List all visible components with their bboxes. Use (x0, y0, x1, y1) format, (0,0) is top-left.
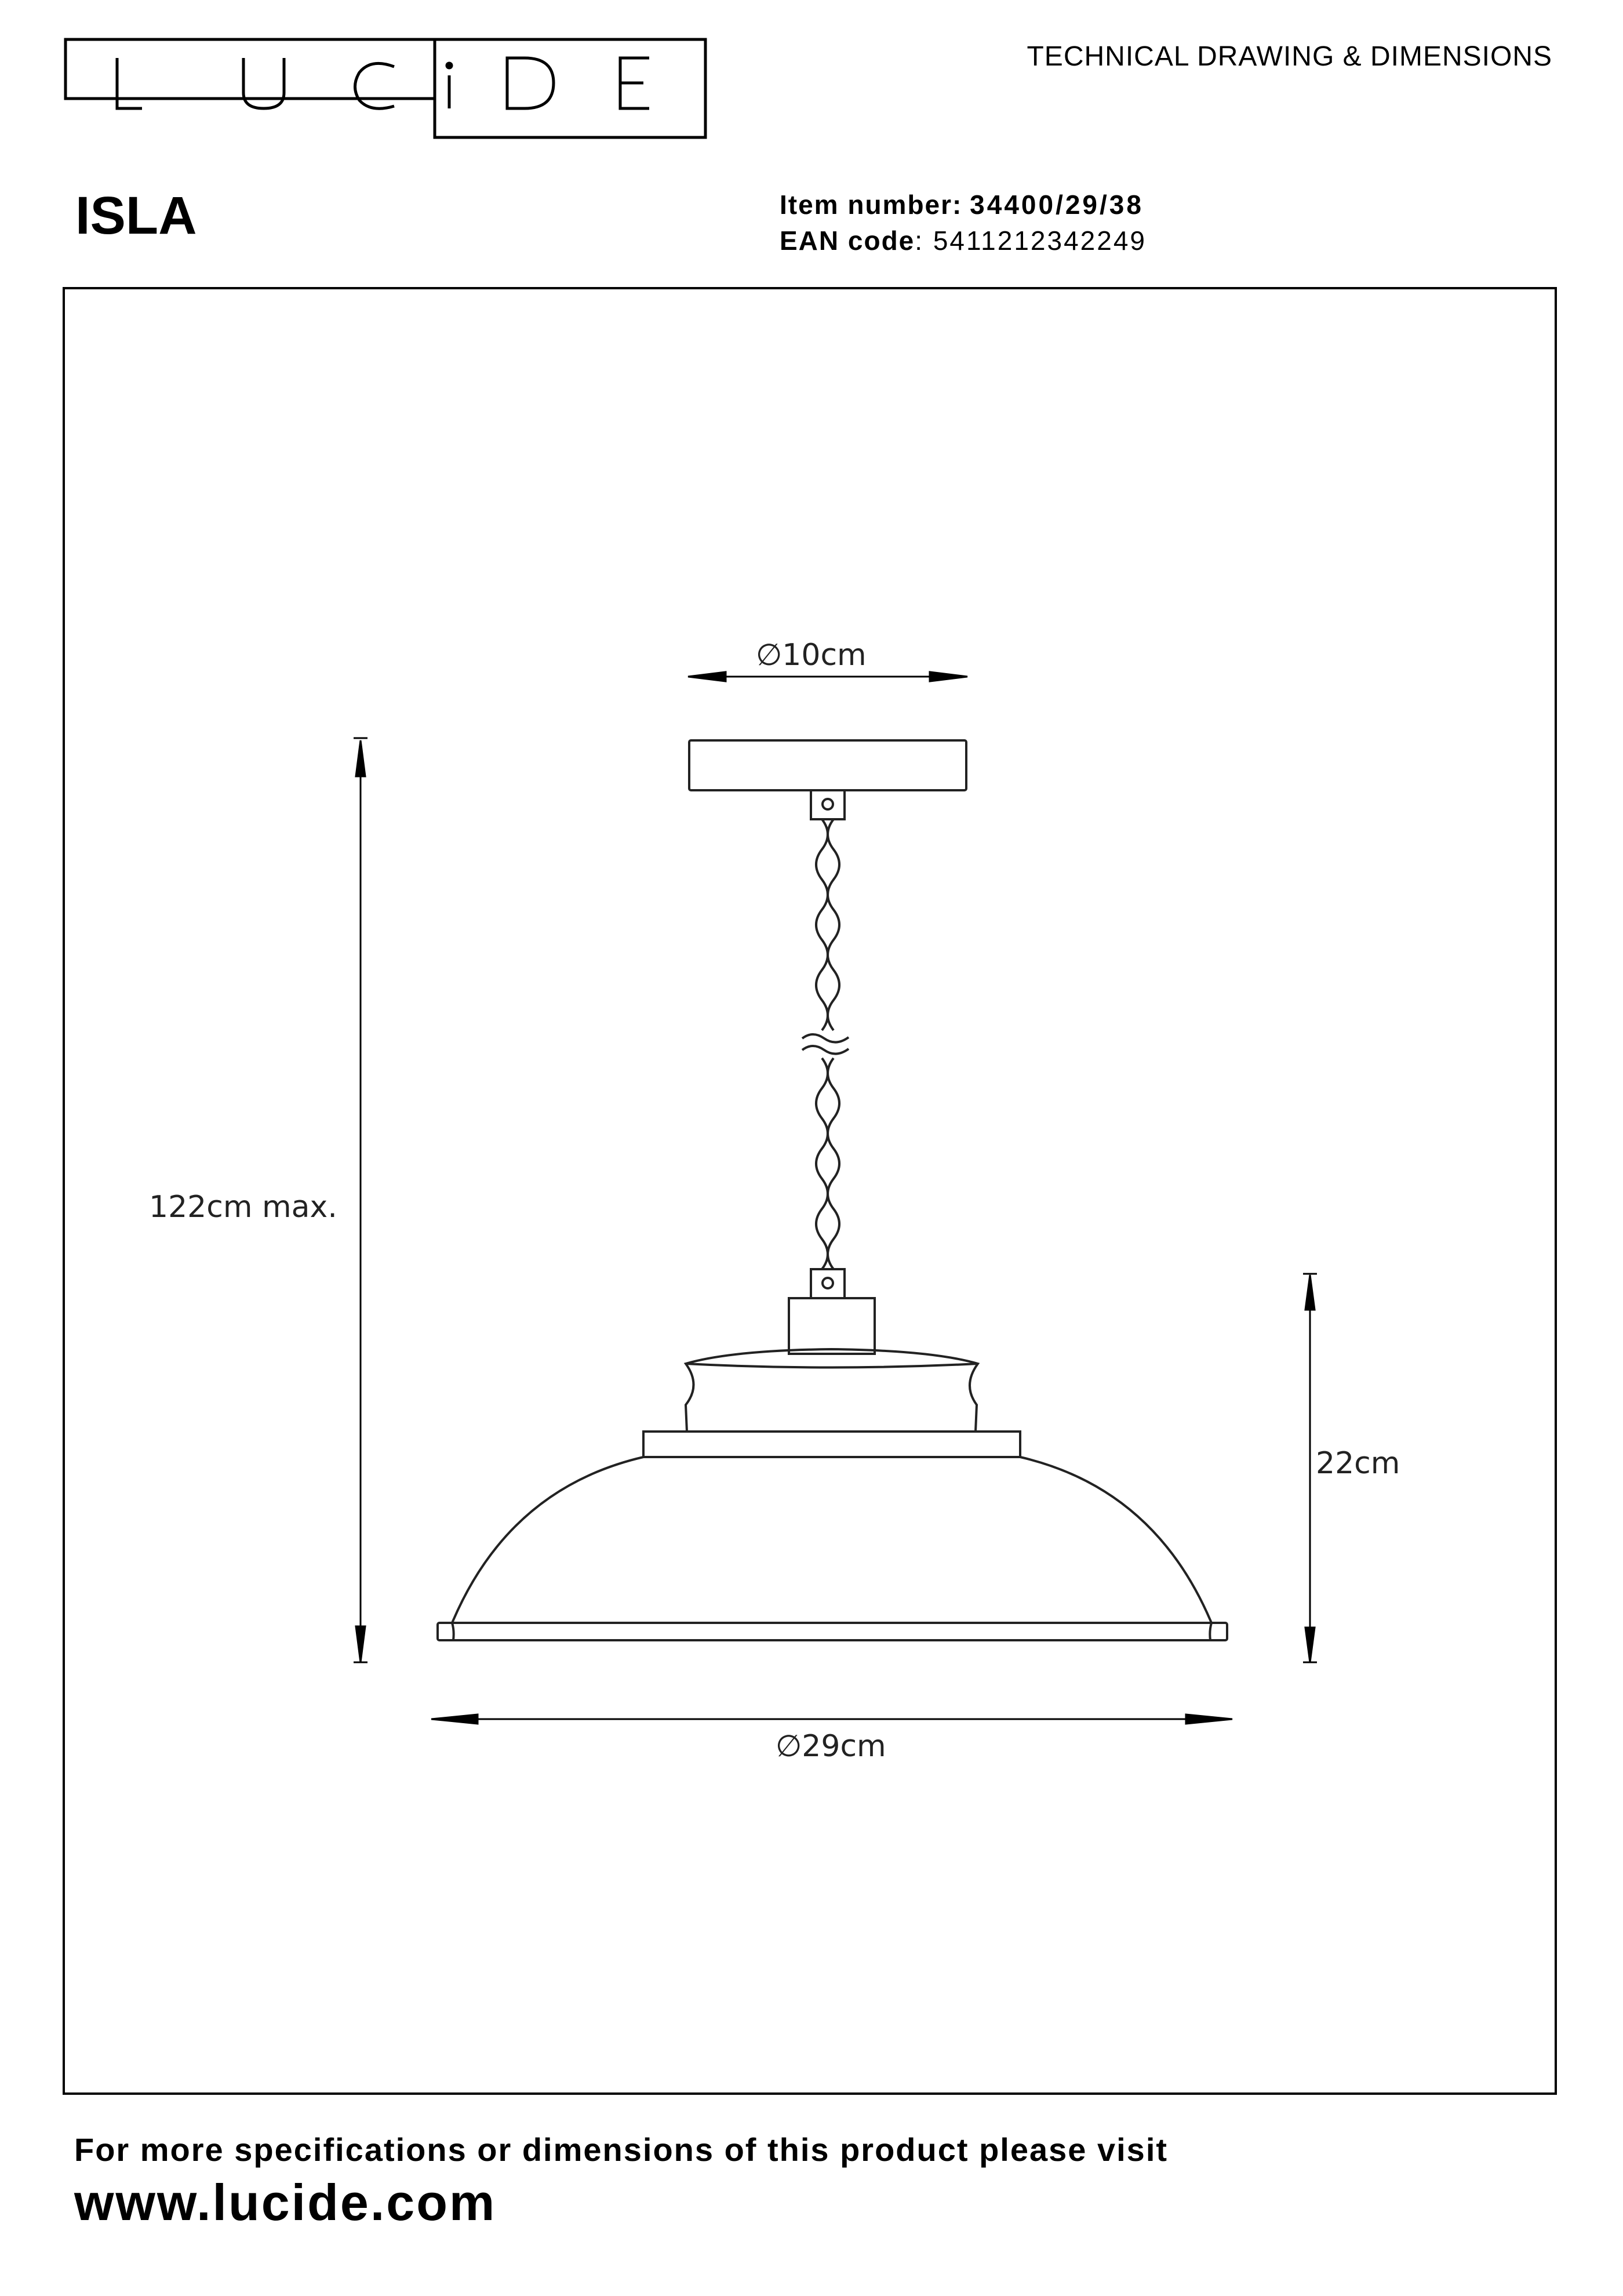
cable-break-mark (802, 1034, 849, 1042)
cable-break-mark-lower (802, 1046, 849, 1054)
arrow-right-icon (1186, 1714, 1232, 1724)
arrow-right-icon (930, 672, 967, 681)
arrow-up-icon (356, 740, 365, 776)
cable-lower (816, 1058, 839, 1269)
clip-screw-top-icon (823, 799, 833, 809)
arrow-left-icon (431, 1714, 478, 1724)
item-number-row (780, 187, 1147, 223)
ean-label: EAN code (780, 226, 915, 256)
document-type-label: TECHNICAL DRAWING & DIMENSIONS (1027, 41, 1552, 72)
shade-collar (686, 1349, 978, 1432)
shade-diameter-label: ∅29cm (776, 1729, 886, 1764)
cable-clip-top (811, 790, 845, 819)
lamp-holder (789, 1298, 875, 1354)
cable-clip-bottom (811, 1269, 845, 1298)
item-info (780, 187, 1147, 259)
arrow-down-icon (356, 1626, 365, 1662)
product-name: ISLA (75, 186, 197, 245)
clip-screw-bottom-icon (823, 1278, 833, 1288)
shade-dome (452, 1457, 1211, 1623)
footer-info-text: For more specifications or dimensions of this product please visit (74, 2131, 1169, 2168)
shade-height-label: 22cm (1316, 1446, 1400, 1481)
footer-website-link[interactable]: www.lucide.com (74, 2174, 497, 2231)
arrow-down-icon (1305, 1627, 1315, 1662)
max-height-label: 122cm max. (149, 1190, 337, 1225)
shade-rim (438, 1623, 1227, 1640)
ean-value: : 5411212342249 (915, 226, 1147, 256)
item-number-label: Item number: (780, 190, 963, 220)
lucide-logo (64, 38, 713, 142)
item-number-value: 34400/29/38 (970, 190, 1144, 220)
canopy-diameter-label: ∅10cm (756, 638, 867, 673)
ceiling-canopy (689, 740, 966, 790)
cable-upper (816, 819, 839, 1030)
arrow-up-icon (1305, 1275, 1315, 1310)
technical-drawing-frame (63, 287, 1557, 2095)
arrow-left-icon (688, 672, 726, 681)
shade-band (643, 1432, 1020, 1457)
pendant-lamp-drawing (65, 289, 1559, 2097)
ean-row (780, 223, 1147, 259)
